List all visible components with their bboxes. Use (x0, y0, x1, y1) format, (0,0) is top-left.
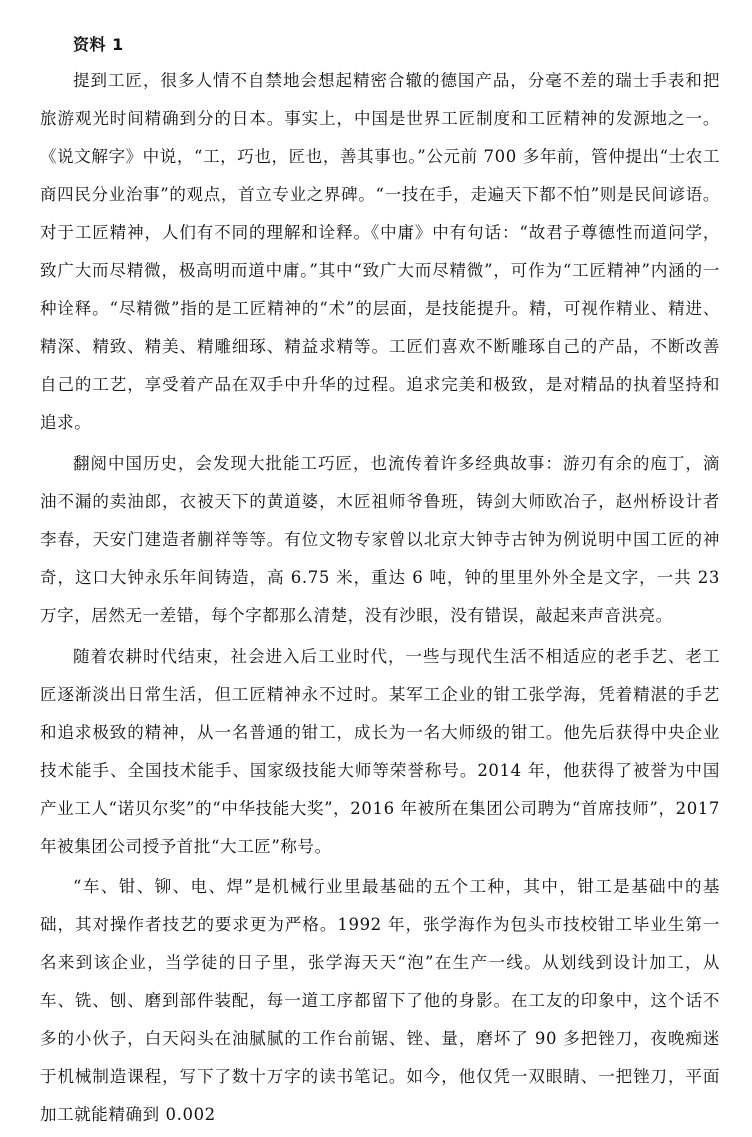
document-body (40, 62, 720, 1137)
section-heading: 资料 1 (73, 35, 124, 54)
paragraph-chinese-history: 翻阅中国历史，会发现大批能工巧匠，也流传着许多经典故事：游刃有余的庖丁，滴油不漏的卖油郎，衣被天下的黄道婆，木匠祖师爷鲁班，铸剑大师欧冶子，赵州桥设计者李春，天安门建造者蒯祥等等。有位文物专家曾以北京大钟寺古钟为例说明中国工匠的神奇，这口大钟永乐年间铸造，高 6.75 米，重达 6 吨，钟的里里外外全是文字，一共 23 万字，居然无一差错，每个字都那么清楚，没有沙眼，没有错误，敲起来声音洪亮。 (40, 454, 720, 625)
paragraph-fitter-work: “车、钳、铆、电、焊”是机械行业里最基础的五个工种，其中，钳工是基础中的基础，其对操作者技艺的要求更为严格。1992 年，张学海作为包头市技校钳工毕业生第一名来到该企业，当学徒的日子里，张学海天天“泡”在生产一线。从划线到设计加工，从车、铣、刨、磨到部件装配，每一道工序都留下了他的身影。在工友的印象中，这个话不多的小伙子，白天闷头在油腻腻的工作台前锯、锉、量，磨坏了 90 多把锉刀，夜晚痴迷于机械制造课程，写下了数十万字的读书笔记。如今，他仅凭一双眼睛、一把锉刀，平面加工就能精确到 0.002 (40, 877, 720, 1124)
paragraph-craftsman-intro: 提到工匠，很多人情不自禁地会想起精密合辙的德国产品，分毫不差的瑞士手表和把旅游观光时间精确到分的日本。事实上，中国是世界工匠制度和工匠精神的发源地之一。《说文解字》中说，“工，巧也，匠也，善其事也。”公元前 700 多年前，管仲提出“士农工商四民分业治事”的观点，首立专业之界碑。“一技在手，走遍天下都不怕”则是民间谚语。对于工匠精神，人们有不同的理解和诠释。《中庸》中有句话：“故君子尊德性而道问学，致广大而尽精微，极高明而道中庸。”其中“致广大而尽精微”，可作为“工匠精神”内涵的一种诠释。“尽精微”指的是工匠精神的“术”的层面，是技能提升。精，可视作精业、精进、精深、精致、精美、精雕细琢、精益求精等。工匠们喜欢不断雕琢自己的产品，不断改善自己的工艺，享受着产品在双手中升华的过程。追求完美和极致，是对精品的执着坚持和追求。 (40, 71, 720, 432)
paragraph-zhang-xuehai: 随着农耕时代结束，社会进入后工业时代，一些与现代生活不相适应的老手艺、老工匠逐渐淡出日常生活，但工匠精神永不过时。某军工企业的钳工张学海，凭着精湛的手艺和追求极致的精神，从一名普通的钳工，成长为一名大师级的钳工。他先后获得中央企业技术能手、全国技术能手、国家级技能大师等荣誉称号。2014 年，他获得了被誉为中国产业工人“诺贝尔奖”的“中华技能大奖”，2016 年被所在集团公司聘为“首席技师”，2017 年被集团公司授予首批“大工匠”称号。 (40, 647, 720, 856)
